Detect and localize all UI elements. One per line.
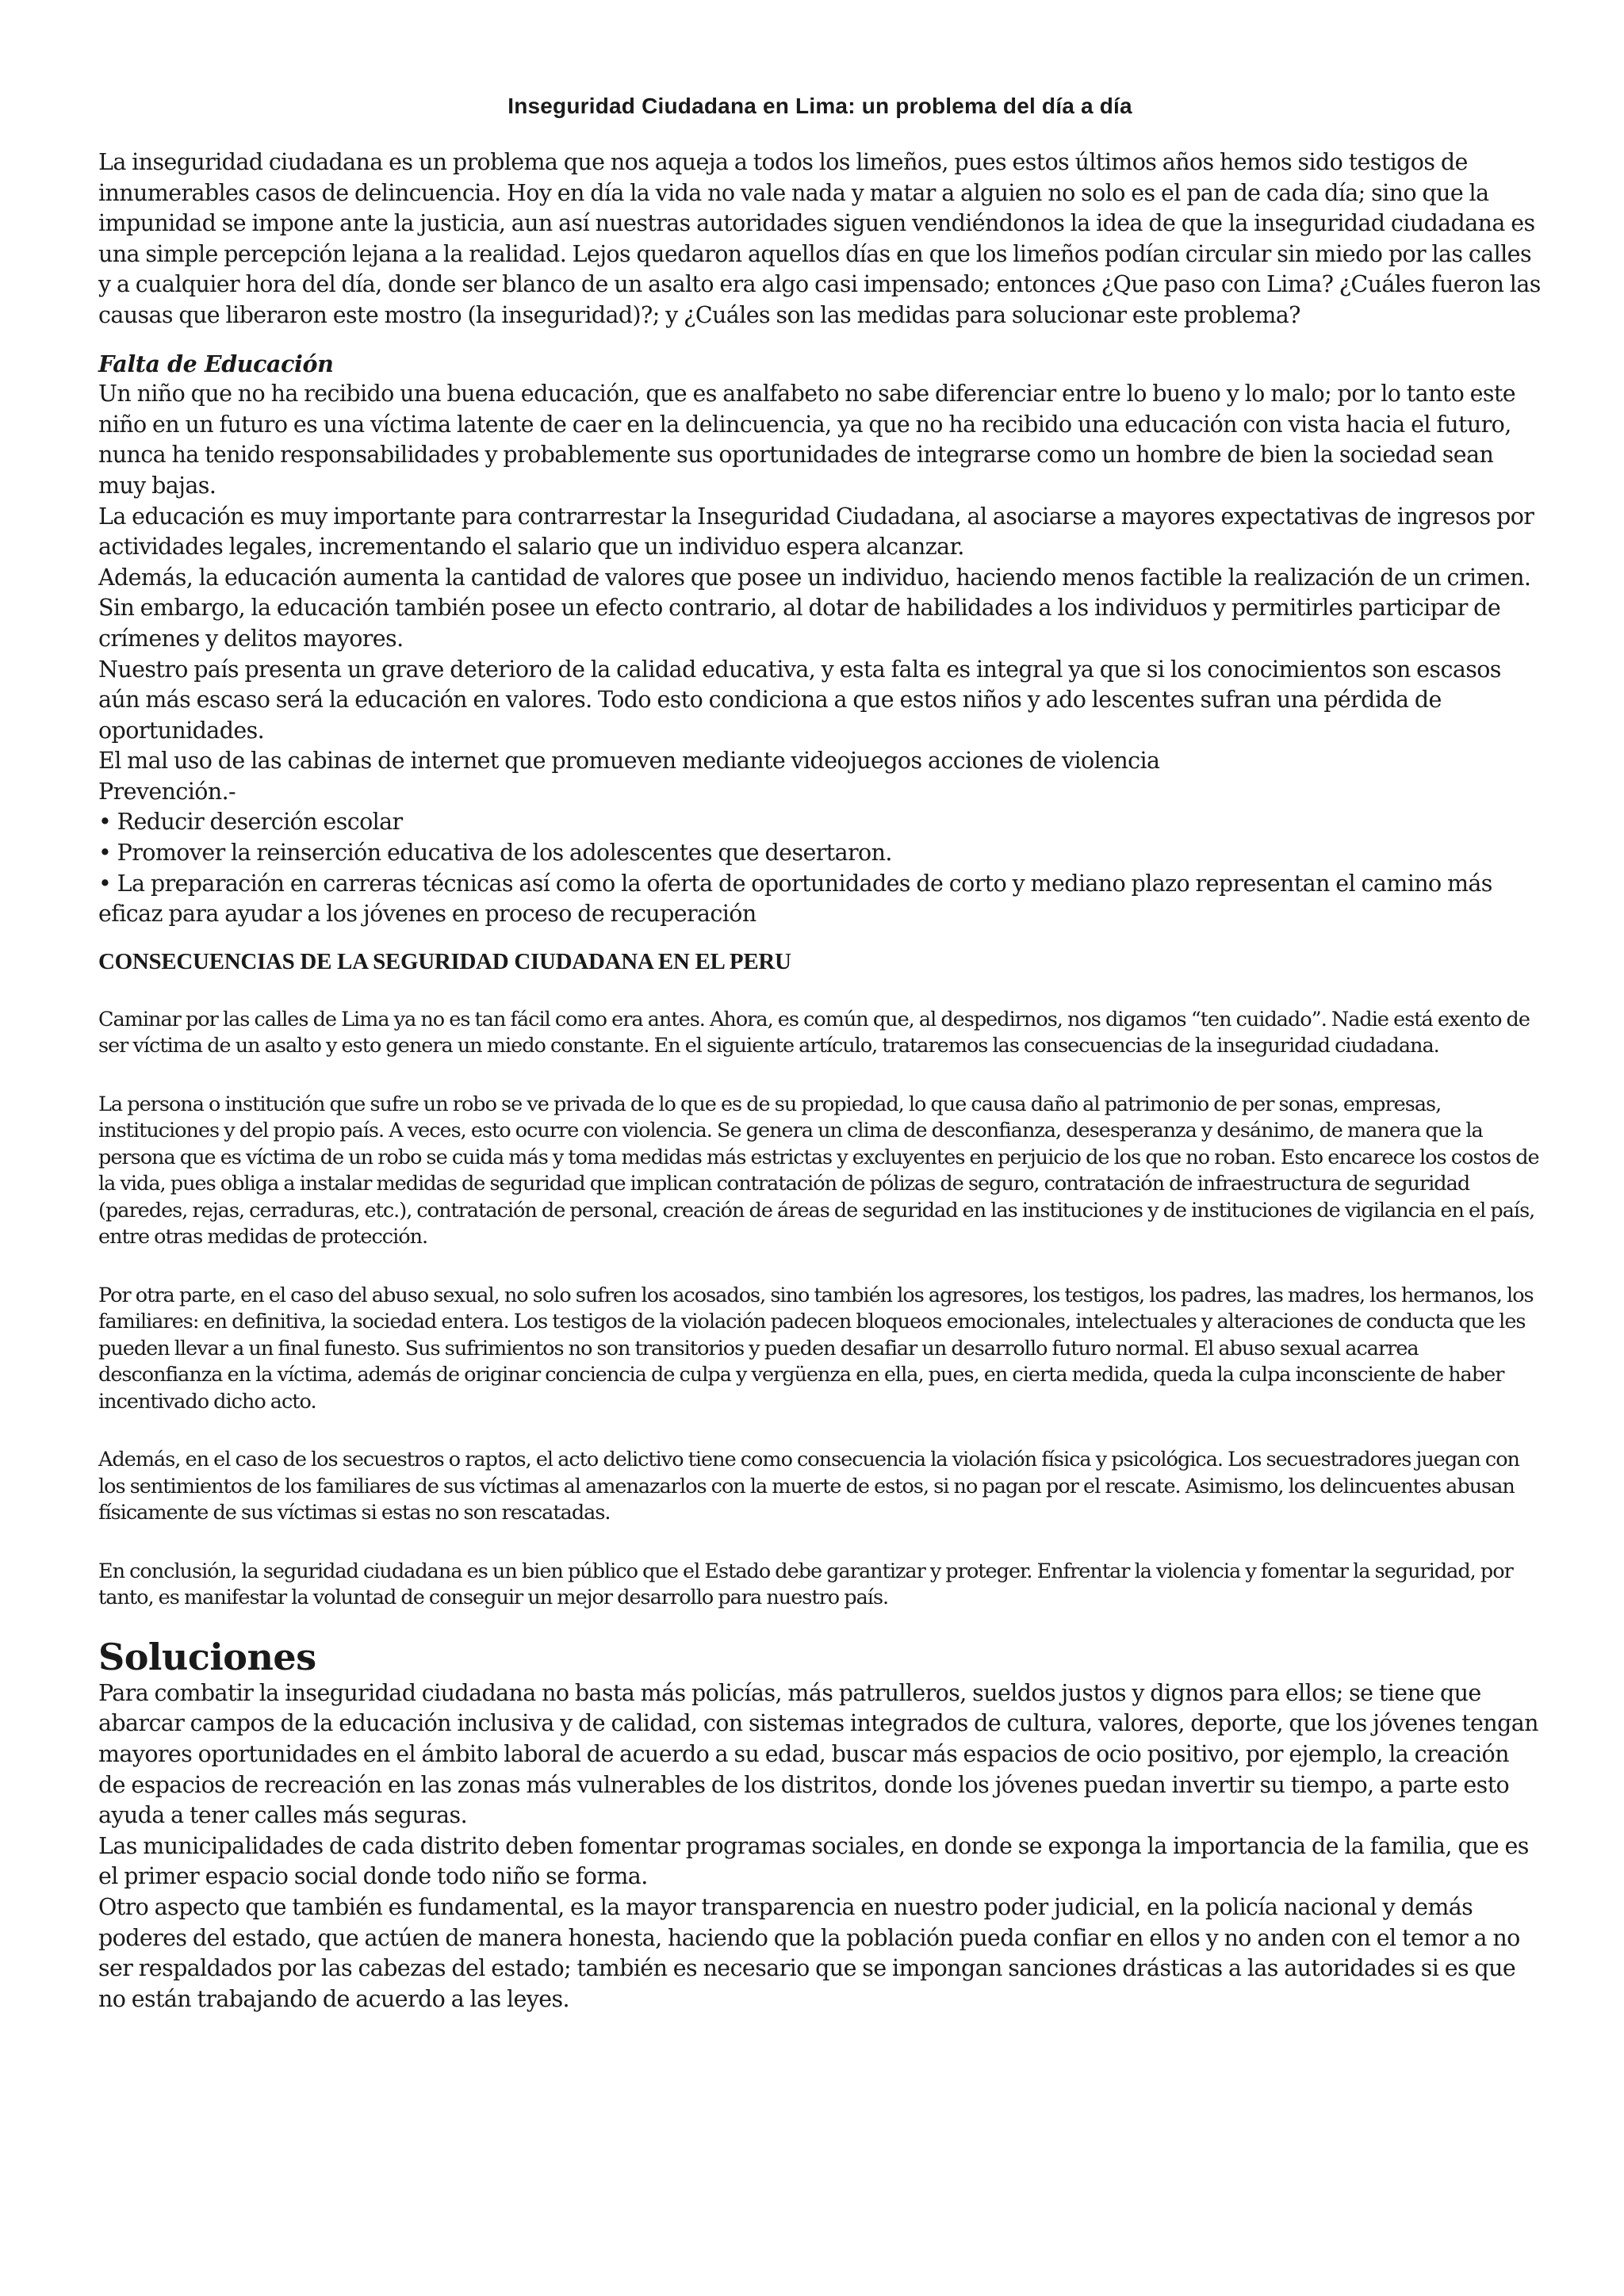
consequences-paragraph: Caminar por las calles de Lima ya no es tan fácil como era antes. Ahora, es común que, al despedirnos, nos digamos “ten cuidado”. Nadie está exento de ser víctima de un asalto y esto genera un miedo constante. En el siguiente artículo, trataremos las consecuencias de la inseguridad ciudadana. [98,1007,1530,1058]
intro-paragraph: La inseguridad ciudadana es un problema que nos aqueja a todos los limeños, pues estos últimos años hemos sido testigos de innumerables casos de delincuencia. Hoy en día la vida no vale nada y matar a alguien no solo es el pan de cada día; sino que la impunidad se impone ante la justicia, aun así nuestras autoridades siguen vendiéndonos la idea de que la inseguridad ciudadana es una simple percepción lejana a la realidad. Lejos quedaron aquellos días en que los limeños podían circular sin miedo por las calles y a cualquier hora del día, donde ser blanco de un asalto era algo casi impensado; entonces ¿Que paso con Lima? ¿Cuáles fueron las causas que liberaron este mostro (la inseguridad)?; y ¿Cuáles son las medidas para solucionar este problema? [98,149,1541,328]
education-heading: Falta de Educación [98,350,334,377]
education-paragraph: El mal uso de las cabinas de internet que promueven mediante videojuegos acciones de violencia [98,748,1160,775]
document-title: Inseguridad Ciudadana en Lima: un problema del día a día [508,94,1132,118]
spacer [98,331,1542,349]
education-paragraph: Un niño que no ha recibido una buena educación, que es analfabeto no sabe diferenciar entre lo bueno y lo malo; por lo tanto este niño en un futuro es una víctima latente de caer en la delincuencia, ya que no ha recibido una educación con vista hacia el futuro, nunca ha tenido responsabilidades y probablemente sus oportunidades de integrarse como un hombre de bien la sociedad sean muy bajas. [98,381,1516,499]
solutions-paragraph: Las municipalidades de cada distrito deben fomentar programas sociales, en donde se exponga la importancia de la familia, que es el primer espacio social donde todo niño se forma. [98,1832,1529,1890]
consequences-heading: CONSECUENCIAS DE LA SEGURIDAD CIUDADANA EN EL PERU [98,948,791,974]
consequences-paragraph: Por otra parte, en el caso del abuso sexual, no solo sufren los acosados, sino también los agresores, los testigos, los padres, las madres, los hermanos, los familiares: en definitiva, la sociedad entera. Los testigos de la violación padecen bloqueos emocionales, intelectuales y alteraciones de conducta que les pueden llevar a un final funesto. Sus sufrimientos no son transitorios y pueden desafiar un desarrollo futuro normal. El abuso sexual acarrea desconfianza en la víctima, además de originar conciencia de culpa y vergüenza en ella, pues, en cierta medida, queda la culpa inconsciente de haber incentivado dicho acto. [98,1283,1534,1414]
consequences-paragraph: En conclusión, la seguridad ciudadana es un bien público que el Estado debe garantizar y proteger. Enfrentar la violencia y fomentar la seguridad, por tanto, es manifestar la voluntad de conseguir un mejor desarrollo para nuestro país. [98,1559,1513,1610]
prevention-label: Prevención.- [98,778,236,805]
consequences-section [98,949,1542,1612]
solutions-paragraph: Otro aspecto que también es fundamental, es la mayor transparencia en nuestro poder judicial, en la policía nacional y demás poderes del estado, que actúen de manera honesta, haciendo que la población pueda confiar en ellos y no anden con el temor a no ser respaldados por las cabezas del estado; también es necesario que se impongan sanciones drásticas a las autoridades si es que no están trabajando de acuerdo a las leyes. [98,1894,1520,2012]
list-item: • Reducir deserción escolar [98,809,403,836]
education-paragraph: Además, la educación aumenta la cantidad de valores que posee un individuo, haciendo menos factible la realización de un crimen. [98,564,1531,591]
education-paragraph: Sin embargo, la educación también posee un efecto contrario, al dotar de habilidades a los individuos y permitirles participar de crímenes y delitos mayores. [98,595,1501,652]
solutions-heading: Soluciones [98,1635,316,1678]
education-paragraph: Nuestro país presenta un grave deterioro de la calidad educativa, y esta falta es integral ya que si los conocimientos son escasos aún más escaso será la educación en valores. Todo esto condiciona a que estos niños y ado lescentes sufran una pérdida de oportunidades. [98,656,1501,744]
solutions-paragraph: Para combatir la inseguridad ciudadana no basta más policías, más patrulleros, sueldos justos y dignos para ellos; se tiene que abarcar campos de la educación inclusiva y de calidad, con sistemas integrados de cultura, valores, deporte, que los jóvenes tengan mayores oportunidades en el ámbito laboral de acuerdo a su edad, buscar más espacios de ocio positivo, por ejemplo, la creación de espacios de recreación en las zonas más vulnerables de los distritos, donde los jóvenes puedan invertir su tiempo, a parte esto ayuda a tener calles más seguras. [98,1679,1538,1829]
list-item: • Promover la reinserción educativa de los adolescentes que desertaron. [98,840,892,867]
education-section [98,349,1542,930]
list-item: • La preparación en carreras técnicas así como la oferta de oportunidades de corto y mediano plazo representan el camino más eficaz para ayudar a los jóvenes en proceso de recuperación [98,870,1492,928]
prevention-list [98,807,1542,929]
education-paragraph: La educación es muy importante para contrarrestar la Inseguridad Ciudadana, al asociarse a mayores expectativas de ingresos por actividades legales, incrementando el salario que un individuo espera alcanzar. [98,503,1534,561]
consequences-paragraph: Además, en el caso de los secuestros o raptos, el acto delictivo tiene como consecuencia la violación física y psicológica. Los secuestradores juegan con los sentimientos de los familiares de sus víctimas al amenazarlos con la muerte de estos, si no pagan por el rescate. Asimismo, los delincuentes abusan físicamente de sus víctimas si estas no son rescatadas. [98,1448,1519,1525]
consequences-paragraph: La persona o institución que sufre un robo se ve privada de lo que es de su propiedad, lo que causa daño al patrimonio de per sonas, empresas, instituciones y del propio país. A veces, esto ocurre con violencia. Se genera un clima de desconfianza, desesperanza y desánimo, de manera que la persona que es víctima de un robo se cuida más y toma medidas más estrictas y excluyentes en perjuicio de los que no roban. Esto encarece los costos de la vida, pues obliga a instalar medidas de seguridad que implican contratación de pólizas de seguro, contratación de infraestructura de seguridad (paredes, rejas, cerraduras, etc.), contratación de personal, creación de áreas de seguridad en las instituciones y de instituciones de vigilancia en el país, entre otras medidas de protección. [98,1092,1539,1249]
solutions-section [98,1636,1542,2015]
document-page [98,94,1542,2015]
